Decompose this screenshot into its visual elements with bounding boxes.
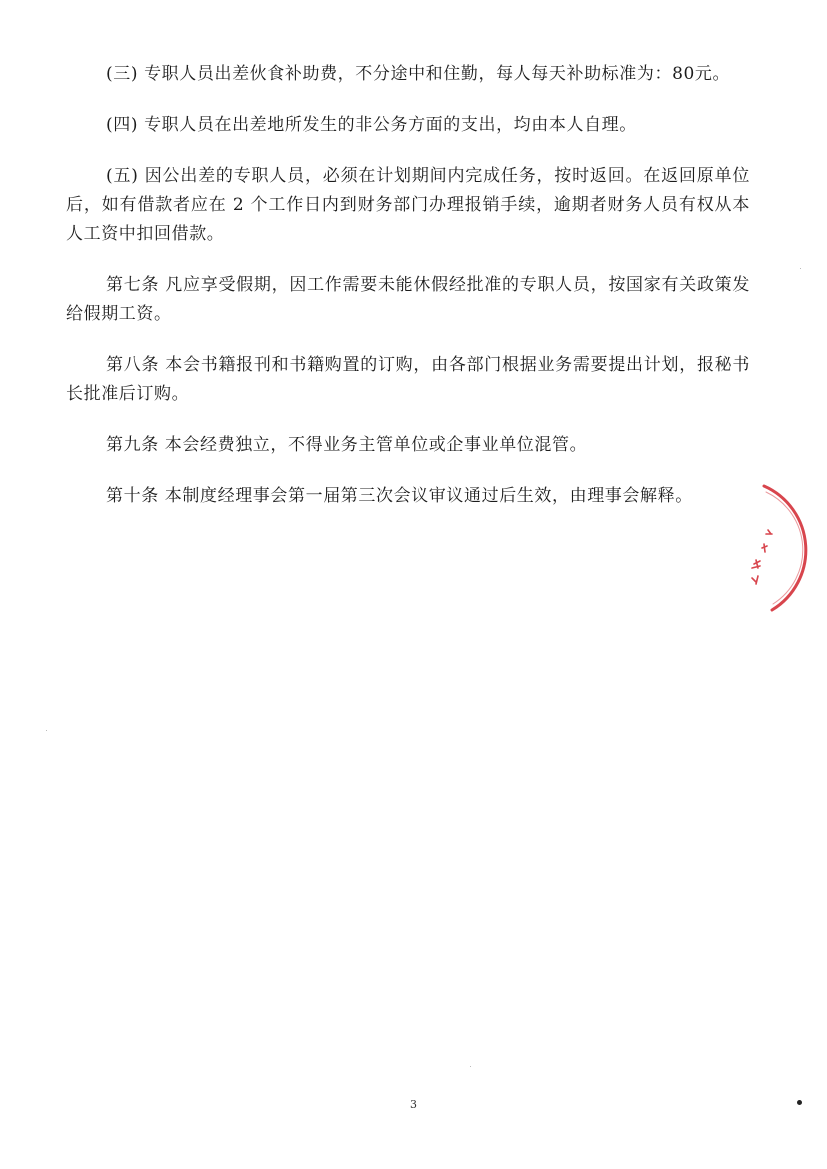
article-7-paragraph: 第七条 凡应享受假期，因工作需要未能休假经批准的专职人员，按国家有关政策发给假期工资。 xyxy=(66,275,750,324)
document-body xyxy=(66,60,750,533)
article-10-paragraph: 第十条 本制度经理事会第一届第三次会议审议通过后生效，由理事会解释。 xyxy=(106,486,693,506)
paragraph-non-official-expenses: (四) 专职人员在出差地所发生的非公务方面的支出，均由本人自理。 xyxy=(106,115,637,135)
scan-mark xyxy=(797,1100,802,1105)
paragraph-travel-meal-allowance: (三) 专职人员出差伙食补助费，不分途中和住勤，每人每天补助标准为：80元。 xyxy=(106,64,731,84)
red-seal-stamp xyxy=(742,478,822,618)
scan-speck xyxy=(46,730,47,731)
scan-speck xyxy=(800,268,801,269)
article-9-paragraph: 第九条 本会经费独立，不得业务主管单位或企事业单位混管。 xyxy=(106,435,588,455)
page-number: 3 xyxy=(410,1098,417,1111)
paragraph-return-reimbursement: (五) 因公出差的专职人员，必须在计划期间内完成任务，按时返回。在返回原单位后，如有借款者应在 2 个工作日内到财务部门办理报销手续，逾期者财务人员有权从本人工资中扣回借款。 xyxy=(66,166,750,244)
article-8-paragraph: 第八条 本会书籍报刊和书籍购置的订购，由各部门根据业务需要提出计划，报秘书长批准后订购。 xyxy=(66,355,750,404)
scan-speck xyxy=(470,1066,471,1067)
